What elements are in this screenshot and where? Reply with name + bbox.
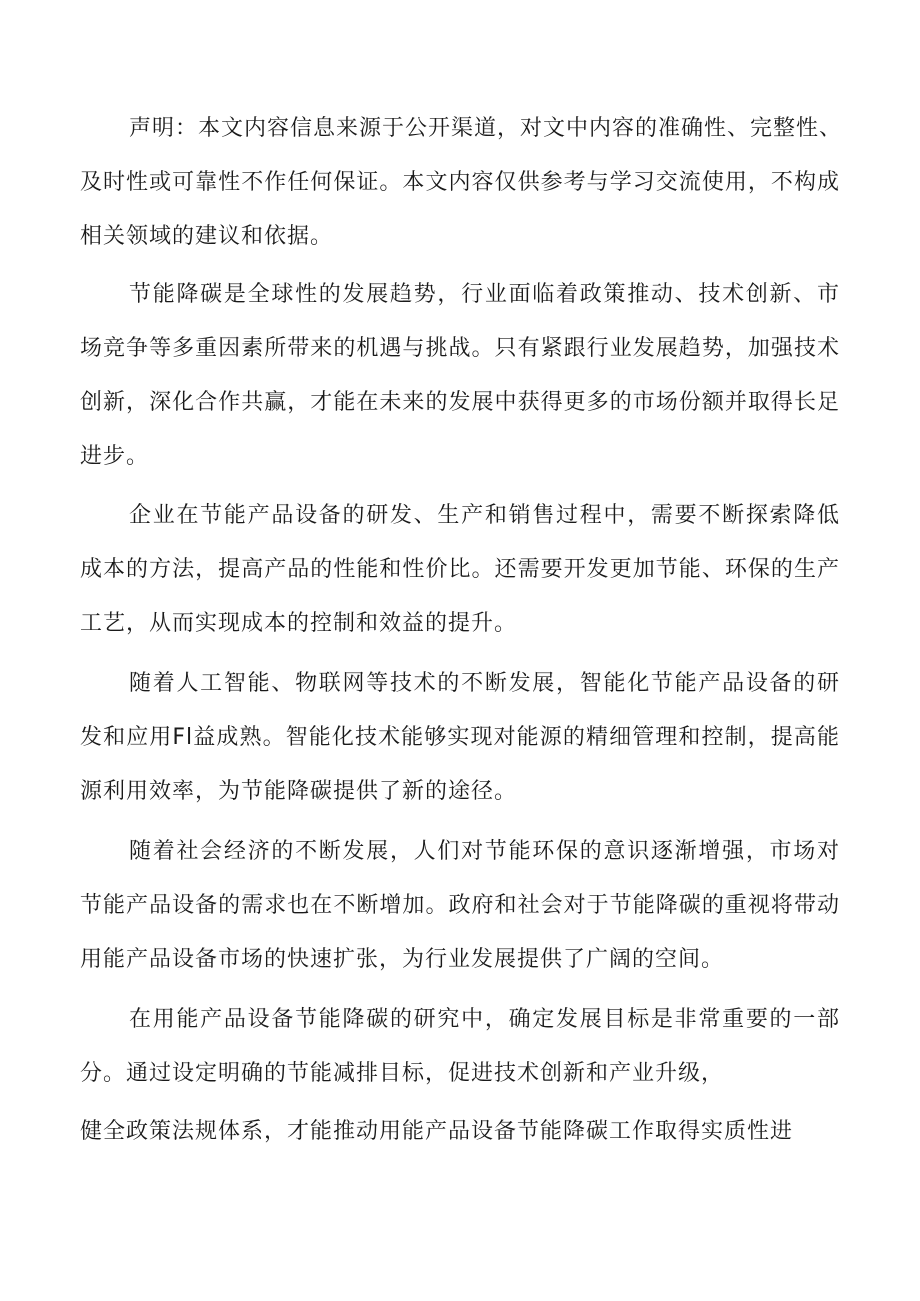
paragraph-line: 进步。 <box>80 444 150 469</box>
paragraph-line: 节能产品设备的需求也在不断增加。政府和社会对于节能降碳的重视将带动 <box>80 893 840 918</box>
policy-paragraph <box>80 1105 840 1159</box>
intelligence-paragraph <box>80 657 840 819</box>
paragraph-line: 在用能产品设备节能降碳的研究中，确定发展目标是非常重要的一部 <box>129 1007 840 1032</box>
paragraph-line: 工艺，从而实现成本的控制和效益的提升。 <box>80 611 518 636</box>
paragraph-line: 企业在节能产品设备的研发、生产和销售过程中，需要不断探索降低 <box>129 503 840 528</box>
disclaimer-paragraph <box>80 102 843 264</box>
paragraph-line: 分。通过设定明确的节能减排目标，促进技术创新和产业升级， <box>80 1061 725 1086</box>
paragraph-line: 随着社会经济的不断发展，人们对节能环保的意识逐渐增强，市场对 <box>129 839 840 864</box>
paragraph-line: 相关领域的建议和依据。 <box>80 224 334 249</box>
paragraph-line: 健全政策法规体系，才能推动用能产品设备节能降碳工作取得实质性进 <box>80 1119 794 1144</box>
paragraph-line: 用能产品设备市场的快速扩张，为行业发展提供了广阔的空间。 <box>80 947 725 972</box>
paragraph-line: 场竞争等多重因素所带来的机遇与挑战。只有紧跟行业发展趋势，加强技术 <box>80 336 840 361</box>
market-demand-paragraph <box>80 825 840 987</box>
cost-paragraph <box>80 489 840 651</box>
paragraph-line: 成本的方法，提高产品的性能和性价比。还需要开发更加节能、环保的生产 <box>80 557 840 582</box>
paragraph-line: 声明：本文内容信息来源于公开渠道，对文中内容的准确性、完整性、 <box>129 116 843 141</box>
paragraph-line: 随着人工智能、物联网等技术的不断发展，智能化节能产品设备的研 <box>129 671 840 696</box>
paragraph-line: 源利用效率，为节能降碳提供了新的途径。 <box>80 779 518 804</box>
paragraph-line: 创新，深化合作共赢，才能在未来的发展中获得更多的市场份额并取得长足 <box>80 390 840 415</box>
paragraph-line: 节能降碳是全球性的发展趋势，行业面临着政策推动、技术创新、市 <box>129 282 840 307</box>
trend-paragraph <box>80 268 840 484</box>
goals-paragraph <box>80 993 840 1101</box>
paragraph-line: 及时性或可靠性不作任何保证。本文内容仅供参考与学习交流使用，不构成 <box>80 170 840 195</box>
paragraph-line: 发和应用Fl益成熟。智能化技术能够实现对能源的精细管理和控制，提高能 <box>80 725 840 750</box>
